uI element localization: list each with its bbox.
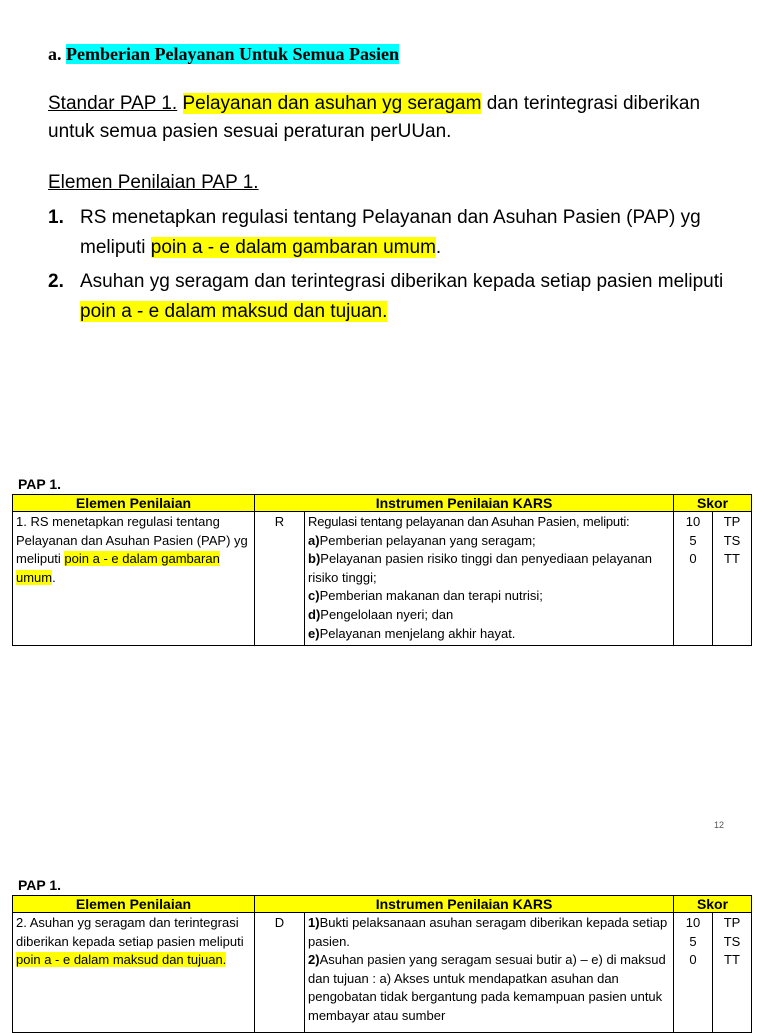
score-values-cell	[674, 512, 713, 646]
score-value: 10	[685, 514, 701, 529]
score-labels-cell	[713, 913, 752, 1033]
table1-pap-label: PAP 1.	[18, 476, 62, 492]
header-elemen: Elemen Penilaian	[13, 896, 255, 913]
table2-pap-label: PAP 1.	[18, 877, 62, 893]
score-label: TS	[723, 933, 741, 949]
score-label: TP	[723, 915, 741, 930]
element-item-2	[48, 267, 728, 327]
element-number: 2.	[48, 271, 64, 292]
standard-highlight: Pelayanan dan asuhan yg seragam	[182, 93, 482, 114]
table-row	[13, 913, 752, 1033]
instrumen-cell	[305, 913, 674, 1033]
standard-label: Standar PAP 1.	[48, 93, 178, 114]
code-cell: D	[255, 913, 305, 1033]
elemen-text-end: .	[52, 569, 56, 585]
table1-header-row	[13, 495, 752, 512]
elemen-cell	[13, 512, 255, 646]
table-row	[13, 512, 752, 646]
score-label: TP	[723, 514, 741, 529]
score-value: 5	[689, 532, 697, 548]
section-letter: a.	[48, 44, 62, 64]
score-value: 0	[689, 551, 697, 567]
element-text: RS menetapkan regulasi tentang Pelayanan dan Asuhan Pasien (PAP) yg meliputi	[80, 207, 701, 258]
table2-assessment	[12, 895, 752, 1033]
instrumen-item-d: d)Pengelolaan nyeri; dan	[308, 606, 454, 622]
section-heading	[48, 44, 399, 65]
instrumen-item-1: 1)Bukti pelaksanaan asuhan seragam diberikan kepada setiap pasien.	[308, 915, 668, 949]
code-cell: R	[255, 512, 305, 646]
instrumen-item-e: e)Pelayanan menjelang akhir hayat.	[308, 625, 516, 641]
header-skor: Skor	[674, 495, 752, 512]
section-title: Pemberian Pelayanan Untuk Semua Pasien	[66, 44, 400, 64]
header-skor: Skor	[674, 896, 752, 913]
page-number: 12	[713, 820, 724, 830]
header-instrumen: Instrumen Penilaian KARS	[255, 896, 674, 913]
elemen-highlight: poin a - e dalam maksud dan tujuan.	[16, 952, 227, 968]
instrumen-cell	[305, 512, 674, 646]
instrumen-item-c: c)Pemberian makanan dan terapi nutrisi;	[308, 588, 543, 604]
instrumen-item-b: b)Pelayanan pasien risiko tinggi dan penyediaan pelayanan risiko tinggi;	[308, 551, 653, 585]
instrumen-item-2: 2)Asuhan pasien yang seragam sesuai butir a) – e) di maksud dan tujuan : a) Akses untuk mendapatkan asuhan dan pengobatan tidak bergantung pada kemampuan pasien untuk membayar atau sumber	[308, 952, 666, 1023]
element-highlight: poin a - e dalam maksud dan tujuan.	[80, 301, 388, 322]
elemen-heading: Elemen Penilaian PAP 1.	[48, 172, 259, 193]
score-value: 5	[689, 933, 697, 949]
elemen-text: 1. RS menetapkan regulasi tentang Pelayanan dan Asuhan Pasien (PAP) yg meliputi	[16, 514, 248, 567]
score-values-cell	[674, 913, 713, 1033]
element-highlight: poin a - e dalam gambaran umum	[150, 237, 436, 258]
score-label: TT	[724, 952, 740, 968]
element-text-end: .	[435, 237, 442, 258]
element-text: Asuhan yg seragam dan terintegrasi diberikan kepada setiap pasien meliputi	[80, 271, 724, 292]
score-label: TT	[724, 551, 740, 567]
instrumen-intro: Regulasi tentang pelayanan dan Asuhan Pasien, meliputi:	[308, 514, 630, 529]
score-label: TS	[723, 532, 741, 548]
element-item-1	[48, 203, 728, 263]
score-value: 0	[689, 952, 697, 968]
standard-statement	[48, 90, 728, 146]
elemen-highlight: poin a - e dalam gambaran umum	[16, 551, 220, 585]
instrumen-item-a: a)Pemberian pelayanan yang seragam;	[308, 532, 536, 548]
element-number: 1.	[48, 207, 64, 228]
table2-header-row	[13, 896, 752, 913]
standard-text: dan terintegrasi diberikan untuk semua pasien sesuai peraturan perUUan.	[48, 93, 701, 142]
header-elemen: Elemen Penilaian	[13, 495, 255, 512]
score-value: 10	[685, 915, 701, 930]
elemen-cell	[13, 913, 255, 1033]
elemen-text: 2. Asuhan yg seragam dan terintegrasi diberikan kepada setiap pasien meliputi	[16, 915, 244, 949]
header-instrumen: Instrumen Penilaian KARS	[255, 495, 674, 512]
table1-assessment	[12, 494, 752, 646]
score-labels-cell	[713, 512, 752, 646]
